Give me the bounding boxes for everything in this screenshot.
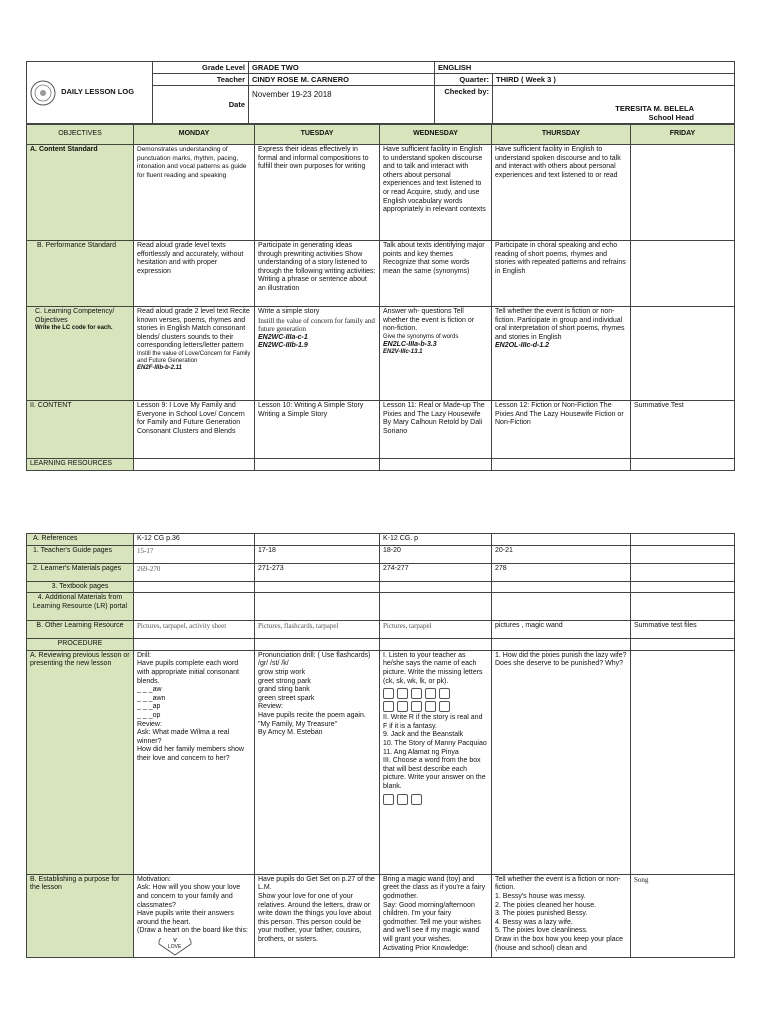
references-thu (492, 534, 631, 546)
learners-materials-fri (631, 563, 735, 581)
textbook-label: 3. Textbook pages (27, 581, 134, 593)
col-objectives: OBJECTIVES (27, 125, 134, 145)
procedure-mon (134, 639, 255, 651)
content-standard-fri (631, 145, 735, 241)
procedure-fri (631, 639, 735, 651)
textbook-mon (134, 581, 255, 593)
lc-mon-value: Instill the value of Love/Concern for Family and Future Generation (137, 350, 251, 364)
lr-thu (492, 459, 631, 471)
lc-thu-code: EN2OL-IIIc-d-1.2 (495, 342, 550, 350)
lr-mon (134, 459, 255, 471)
performance-standard-wed: Talk about texts identifying major points and key themes Recognize that some words mean the same (synonyms) (380, 241, 492, 307)
references-wed: K-12 CG. p (380, 534, 492, 546)
lr-wed (380, 459, 492, 471)
content-standard-tue: Express their ideas effectively in formal and informal compositions to fulfill their own purposes for writing (255, 145, 380, 241)
picture-row-2 (383, 701, 488, 712)
teachers-guide-mon: 15-17 (134, 545, 255, 563)
quarter-value: THIRD ( Week 3 ) (493, 74, 735, 86)
checked-by-label: Checked by: (435, 86, 493, 124)
quarter-label: Quarter: (435, 74, 493, 86)
procedure-tue (255, 639, 380, 651)
performance-standard-thu: Participate in choral speaking and echo reading of short poems, rhymes and stories with repeated patterns and refrains in English (492, 241, 631, 307)
performance-standard-fri (631, 241, 735, 307)
heart-text: LOVE (168, 943, 182, 950)
lc-thu-text: Tell whether the event is fiction or non-fiction. Participate in group and individual oral interpretation of short poems, rhymes and stories in English (495, 308, 625, 341)
textbook-wed (380, 581, 492, 593)
learners-materials-label: 2. Learner's Materials pages (27, 563, 134, 581)
content-standard-thu: Have sufficient facility in English to understand spoken discourse and to talk and interact with others about personal experiences and text listened to or read (492, 145, 631, 241)
references-tue (255, 534, 380, 546)
lr-tue (255, 459, 380, 471)
grade-level-label: Grade Level (153, 62, 249, 74)
reviewing-wed (380, 650, 492, 874)
school-seal-cell (27, 62, 153, 124)
heart-drawing (155, 938, 195, 956)
performance-standard-tue: Participate in generating ideas through prewriting activities Show understanding of a story listened to through the following writing activities: Writing a phrase or sentence about an illustration (255, 241, 380, 307)
lc-code-note: Write the LC code for each. (35, 325, 113, 332)
col-tuesday: TUESDAY (255, 125, 380, 145)
teachers-guide-wed: 18-20 (380, 545, 492, 563)
learning-competency-thu (492, 307, 631, 401)
date-text: November 19-23 2018 (252, 90, 332, 99)
establishing-label: B. Establishing a purpose for the lesson (27, 874, 134, 957)
additional-thu (492, 593, 631, 621)
other-resources-thu: pictures , magic wand (492, 621, 631, 639)
textbook-thu (492, 581, 631, 593)
learners-materials-mon: 269-270 (134, 563, 255, 581)
learning-competency-wed (380, 307, 492, 401)
col-thursday: THURSDAY (492, 125, 631, 145)
references-label: A. References (27, 534, 134, 546)
teachers-guide-tue: 17-18 (255, 545, 380, 563)
lc-wed-code1: EN2LC-IIIa-b-3.3 (383, 340, 437, 348)
establishing-fri: Song (631, 874, 735, 957)
date-label (153, 86, 249, 124)
learners-materials-thu: 278 (492, 563, 631, 581)
learning-competency-title: C. Learning Competency/ Objectives (35, 308, 115, 324)
content-tue: Lesson 10: Writing A Simple Story Writing a Simple Story (255, 401, 380, 459)
additional-fri (631, 593, 735, 621)
other-resources-wed: Pictures, tarpapel (380, 621, 492, 639)
lc-wed-synonyms: Give the synonyms of words (383, 333, 459, 340)
lc-mon-text: Read aloud grade 2 level text Recite known verses, poems, rhymes and stories in English Match consonant blends/ clusters sounds to their corresponding letters/letter pattern (137, 308, 250, 350)
learning-competency-tue (255, 307, 380, 401)
learning-competency-mon (134, 307, 255, 401)
lc-tue-value: Instill the value of concern for family and future generation (258, 316, 375, 334)
lc-mon-code: EN2F-IIIb-b-2.11 (137, 364, 182, 371)
lc-tue-code1: EN2WC-IIIa-c-1 (258, 333, 308, 341)
additional-wed (380, 593, 492, 621)
lc-tue-text: Write a simple story (258, 308, 320, 315)
content-standard-label: A. Content Standard (27, 145, 134, 241)
picture-row-3 (383, 794, 488, 805)
checker-title: School Head (648, 113, 694, 122)
checker-name: TERESITA M. BELELA (615, 104, 694, 113)
content-fri: Summative Test (631, 401, 735, 459)
reviewing-tue: Pronunciation drill: ( Use flashcards) /gr/ /st/ /k/ grow strip work greet strong park grand sting bank green street spark Review: Have pupils recite the poem again. "My Family, My Treasure" By Amcy M. Esteban (255, 650, 380, 874)
checker-cell (493, 86, 735, 124)
teacher-label: Teacher (153, 74, 249, 86)
teachers-guide-label: 1. Teacher's Guide pages (27, 545, 134, 563)
reviewing-fri (631, 650, 735, 874)
reviewing-mon: Drill: Have pupils complete each word with appropriate initial consonant blends. _ _ _aw _ _ _awn _ _ _ap _ _ _op Review: Ask: What made Wilma a real winner? How did her family members show their love and concern to her? (134, 650, 255, 874)
content-thu: Lesson 12: Fiction or Non-Fiction The Pixies And The Lazy Housewife Fiction or Non-Fiction (492, 401, 631, 459)
teacher-value: CINDY ROSE M. CARNERO (249, 74, 435, 86)
reviewing-label: A. Reviewing previous lesson or presenting the new lesson (27, 650, 134, 874)
performance-standard-mon: Read aloud grade level texts effortlessly and accurately, without hesitation and with proper expression (134, 241, 255, 307)
performance-standard-label: B. Performance Standard (27, 241, 134, 307)
col-monday: MONDAY (134, 125, 255, 145)
content-label: II. CONTENT (27, 401, 134, 459)
establishing-thu: Tell whether the event is a fiction or non-fiction. 1. Bessy's house was messy. 2. The pixies cleaned her house. 3. The pixies punished Bessy. 4. Bessy was a lazy wife. 5. The pixies love cleanliness. Draw in the box how you keep your place (house and school) clean and (492, 874, 631, 957)
additional-materials-label: 4. Additional Materials from Learning Resource (LR) portal (27, 593, 134, 621)
additional-tue (255, 593, 380, 621)
learners-materials-wed: 274-277 (380, 563, 492, 581)
header-table (26, 61, 735, 124)
textbook-fri (631, 581, 735, 593)
teachers-guide-thu: 20-21 (492, 545, 631, 563)
learners-materials-tue: 271-273 (255, 563, 380, 581)
content-standard-wed: Have sufficient facility in English to understand spoken discourse and to talk and interact with others about personal experiences and text listened to or read Acquire, study, and use English vocabulary words appropriately in relevant contexts (380, 145, 492, 241)
deped-seal-icon (30, 80, 56, 106)
procedure-table (26, 533, 735, 958)
content-wed: Lesson 11: Real or Made-up The Pixies and The Lazy Housewife By Mary Calhoun Retold by Dali Soriano (380, 401, 492, 459)
other-resources-tue: Pictures, flashcards, tarpapel (255, 621, 380, 639)
lr-fri (631, 459, 735, 471)
references-mon: K-12 CG p.36 (134, 534, 255, 546)
establishing-wed: Bring a magic wand (toy) and greet the class as if you're a fairy godmother. Say: Good morning/afternoon children. I'm your fairy godmother. Tell me your wishes and we'll see if my magic wand will grant your wishes. Activating Prior Knowledge: (380, 874, 492, 957)
establishing-mon-text: Motivation: Ask: How will you show your love and concern to your family and classmates? Have pupils write their answers around the heart. (Draw a heart on the board like this: (137, 875, 248, 935)
learning-competency-label (27, 307, 134, 401)
daily-lesson-log-title: DAILY LESSON LOG (61, 87, 135, 97)
reviewing-thu: 1. How did the pixies punish the lazy wife? Does she deserve to be punished? Why? (492, 650, 631, 874)
content-mon: Lesson 9: I Love My Family and Everyone in School Love/ Concern for Family and Future Generation Consonant Clusters and Blends (134, 401, 255, 459)
subject-value: ENGLISH (435, 62, 735, 74)
picture-row-1 (383, 688, 488, 699)
additional-mon (134, 593, 255, 621)
establishing-tue: Have pupils do Get Set on p.27 of the L.M. Show your love for one of your relatives. Around the letters, draw or write down the things you love about this person. This person could be your mother, your father, cousins, brothers, or sisters. (255, 874, 380, 957)
procedure-label: PROCEDURE (27, 639, 134, 651)
teachers-guide-fri (631, 545, 735, 563)
content-standard-mon: Demonstrates understanding of punctuation marks, rhythm, pacing, intonation and vocal patterns as guide for fluent reading and speaking (134, 145, 255, 241)
objectives-table (26, 124, 735, 471)
col-friday: FRIDAY (631, 125, 735, 145)
learning-resources-label: LEARNING RESOURCES (27, 459, 134, 471)
lc-tue-code2: EN2WC-IIIb-1.9 (258, 342, 308, 350)
other-resources-fri: Summative test files (631, 621, 735, 639)
other-resources-label: B. Other Learning Resource (27, 621, 134, 639)
date-label-text: Date (228, 100, 245, 109)
lc-wed-code2: EN2V-IIIc-13.1 (383, 349, 423, 356)
procedure-wed (380, 639, 492, 651)
lc-wed-text: Answer wh- questions Tell whether the event is fiction or non-fiction. (383, 308, 475, 333)
grade-level-value: GRADE TWO (249, 62, 435, 74)
references-fri (631, 534, 735, 546)
establishing-mon (134, 874, 255, 957)
procedure-thu (492, 639, 631, 651)
learning-competency-fri (631, 307, 735, 401)
other-resources-mon: Pictures, tarpapel, activity sheet (134, 621, 255, 639)
textbook-tue (255, 581, 380, 593)
reviewing-wed-part2: II. Write R if the story is real and F if it is a fantasy. 9. Jack and the Beanstalk 10. The Story of Manny Pacquiao 11. Ang Alamat ng Pinya III. Choose a word from the box that will best describe each picture. Write your answer on the blank. (383, 714, 487, 790)
col-wednesday: WEDNESDAY (380, 125, 492, 145)
date-value (249, 86, 435, 124)
reviewing-wed-part1: I. Listen to your teacher as he/she says the name of each picture. Write the missing letters (ck, sk, wk, lk, or pk). (383, 651, 483, 685)
